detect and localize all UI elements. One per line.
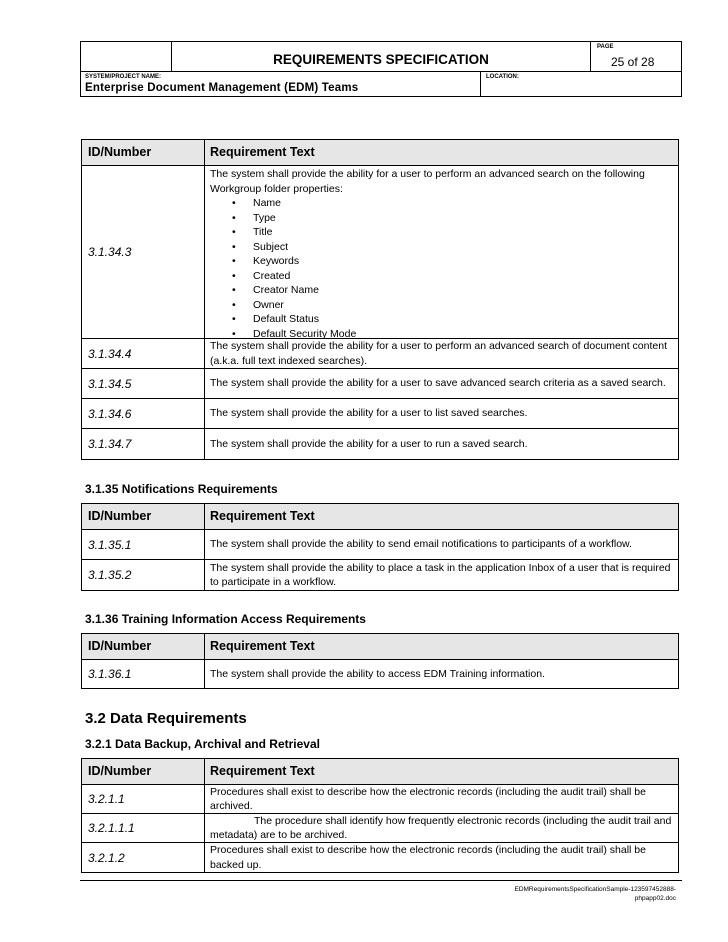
footer-filename (456, 885, 676, 903)
footer-rule (80, 880, 682, 881)
table-header-row (82, 504, 678, 530)
bullet-icon: • (232, 327, 236, 340)
requirement-text: Procedures shall exist to describe how the electronic records (including the audit trail) shall be archived. (210, 785, 646, 812)
list-item: • Keywords (232, 255, 300, 267)
requirement-text: The system shall provide the ability for a user to list saved searches. (210, 407, 528, 420)
column-header-id: ID/Number (82, 759, 205, 784)
bullet-icon: • (232, 197, 236, 209)
requirement-text: The system shall provide the ability for a user to save advanced search criteria as a saved search. (210, 377, 666, 390)
page-cell (591, 42, 681, 72)
requirements-table-notifications (81, 503, 679, 591)
list-item: • Creator Name (232, 284, 319, 296)
footer-filename-line1: EDMRequirementsSpecificationSample-123597452888- (514, 886, 676, 893)
list-item: • Type (232, 211, 276, 224)
table-row (82, 399, 678, 429)
requirement-id: 3.1.36.1 (82, 660, 205, 688)
bullet-icon: • (232, 313, 236, 325)
requirement-text: The system shall provide the ability to access EDM Training information. (210, 667, 545, 680)
list-item: • Default Security Mode (232, 327, 357, 340)
column-header-text: Requirement Text (210, 145, 315, 159)
requirement-text: The system shall provide the ability for a user to run a saved search. (210, 437, 528, 450)
system-name: Enterprise Document Management (EDM) Teams (85, 82, 359, 94)
bullet-icon: • (232, 284, 236, 296)
table-row (82, 369, 678, 399)
column-header-id: ID/Number (82, 140, 205, 165)
property-list (210, 196, 672, 341)
table-row (82, 530, 678, 560)
requirement-id: 3.1.34.7 (82, 429, 205, 459)
table-row (82, 785, 678, 814)
requirement-text-indented: The procedure shall identify how frequently electronic records (including the audit trail and metadata) are to be archived. (210, 814, 672, 841)
header-top-row (81, 42, 681, 72)
requirement-text: The system shall provide the ability to send email notifications to participants of a workflow. (210, 538, 632, 551)
page-label: PAGE (597, 44, 614, 50)
list-item: • Name (232, 197, 282, 209)
header-blank-cell (81, 42, 172, 72)
system-label: SYSTEM/PROJECT NAME: (85, 74, 162, 80)
list-item: • Owner (232, 298, 284, 311)
requirements-table-data (81, 758, 679, 873)
table-header-row (82, 634, 678, 660)
section-heading-training: 3.1.36 Training Information Access Requirements (85, 612, 366, 626)
footer-filename-line2: phpapp02.doc (634, 895, 676, 902)
bullet-icon: • (232, 269, 236, 282)
requirement-id: 3.1.34.4 (82, 339, 205, 368)
column-header-text: Requirement Text (210, 509, 315, 523)
location-label: LOCATION: (486, 74, 519, 80)
subsection-heading-backup: 3.2.1 Data Backup, Archival and Retrieval (85, 737, 320, 751)
requirement-text: The system shall provide the ability for a user to perform an advanced search of document content (a.k.a. full text indexed searches). (210, 340, 667, 367)
bullet-icon: • (232, 255, 236, 267)
requirement-id: 3.2.1.1 (82, 785, 205, 813)
requirement-text: Procedures shall exist to describe how the electronic records (including the audit trail) shall be backed up. (210, 844, 646, 871)
document-header (80, 41, 682, 97)
system-cell (81, 72, 481, 96)
table-row (82, 843, 678, 872)
requirement-id: 3.1.34.3 (82, 166, 205, 338)
requirement-id: 3.1.35.2 (82, 560, 205, 590)
requirement-id: 3.2.1.1.1 (82, 814, 205, 842)
header-bottom-row (81, 72, 681, 96)
table-row (82, 560, 678, 590)
table-row (82, 339, 678, 369)
document-title: REQUIREMENTS SPECIFICATION (172, 42, 591, 72)
bullet-icon: • (232, 226, 236, 238)
list-item: • Default Status (232, 313, 319, 325)
bullet-icon: • (232, 211, 236, 224)
requirement-id: 3.2.1.2 (82, 843, 205, 872)
list-item: • Created (232, 269, 291, 282)
list-item: • Title (232, 226, 273, 238)
requirements-table-training (81, 633, 679, 689)
table-row (82, 660, 678, 688)
location-cell (481, 72, 681, 96)
requirement-text (205, 814, 678, 842)
table-row (82, 814, 678, 843)
table-header-row (82, 759, 678, 785)
table-header-row (82, 140, 678, 166)
requirement-text: The system shall provide the ability to place a task in the application Inbox of a user that is required to participate in a workflow. (210, 561, 671, 588)
requirements-table-search (81, 139, 679, 460)
page-number: 25 of 28 (611, 55, 655, 69)
requirement-id: 3.1.35.1 (82, 530, 205, 559)
requirement-text (205, 166, 678, 338)
requirement-id: 3.1.34.6 (82, 399, 205, 428)
column-header-text: Requirement Text (210, 639, 315, 653)
requirement-id: 3.1.34.5 (82, 369, 205, 398)
table-row (82, 429, 678, 459)
bullet-icon: • (232, 298, 236, 311)
bullet-icon: • (232, 240, 236, 253)
section-heading-notifications: 3.1.35 Notifications Requirements (85, 482, 278, 496)
section-heading-data-requirements: 3.2 Data Requirements (85, 710, 247, 727)
requirement-text-intro: The system shall provide the ability for a user to perform an advanced search on the following Workgroup folder properties: (210, 168, 645, 195)
column-header-id: ID/Number (82, 634, 205, 659)
list-item: • Subject (232, 240, 289, 253)
column-header-id: ID/Number (82, 504, 205, 529)
column-header-text: Requirement Text (210, 764, 315, 778)
table-row (82, 166, 678, 339)
